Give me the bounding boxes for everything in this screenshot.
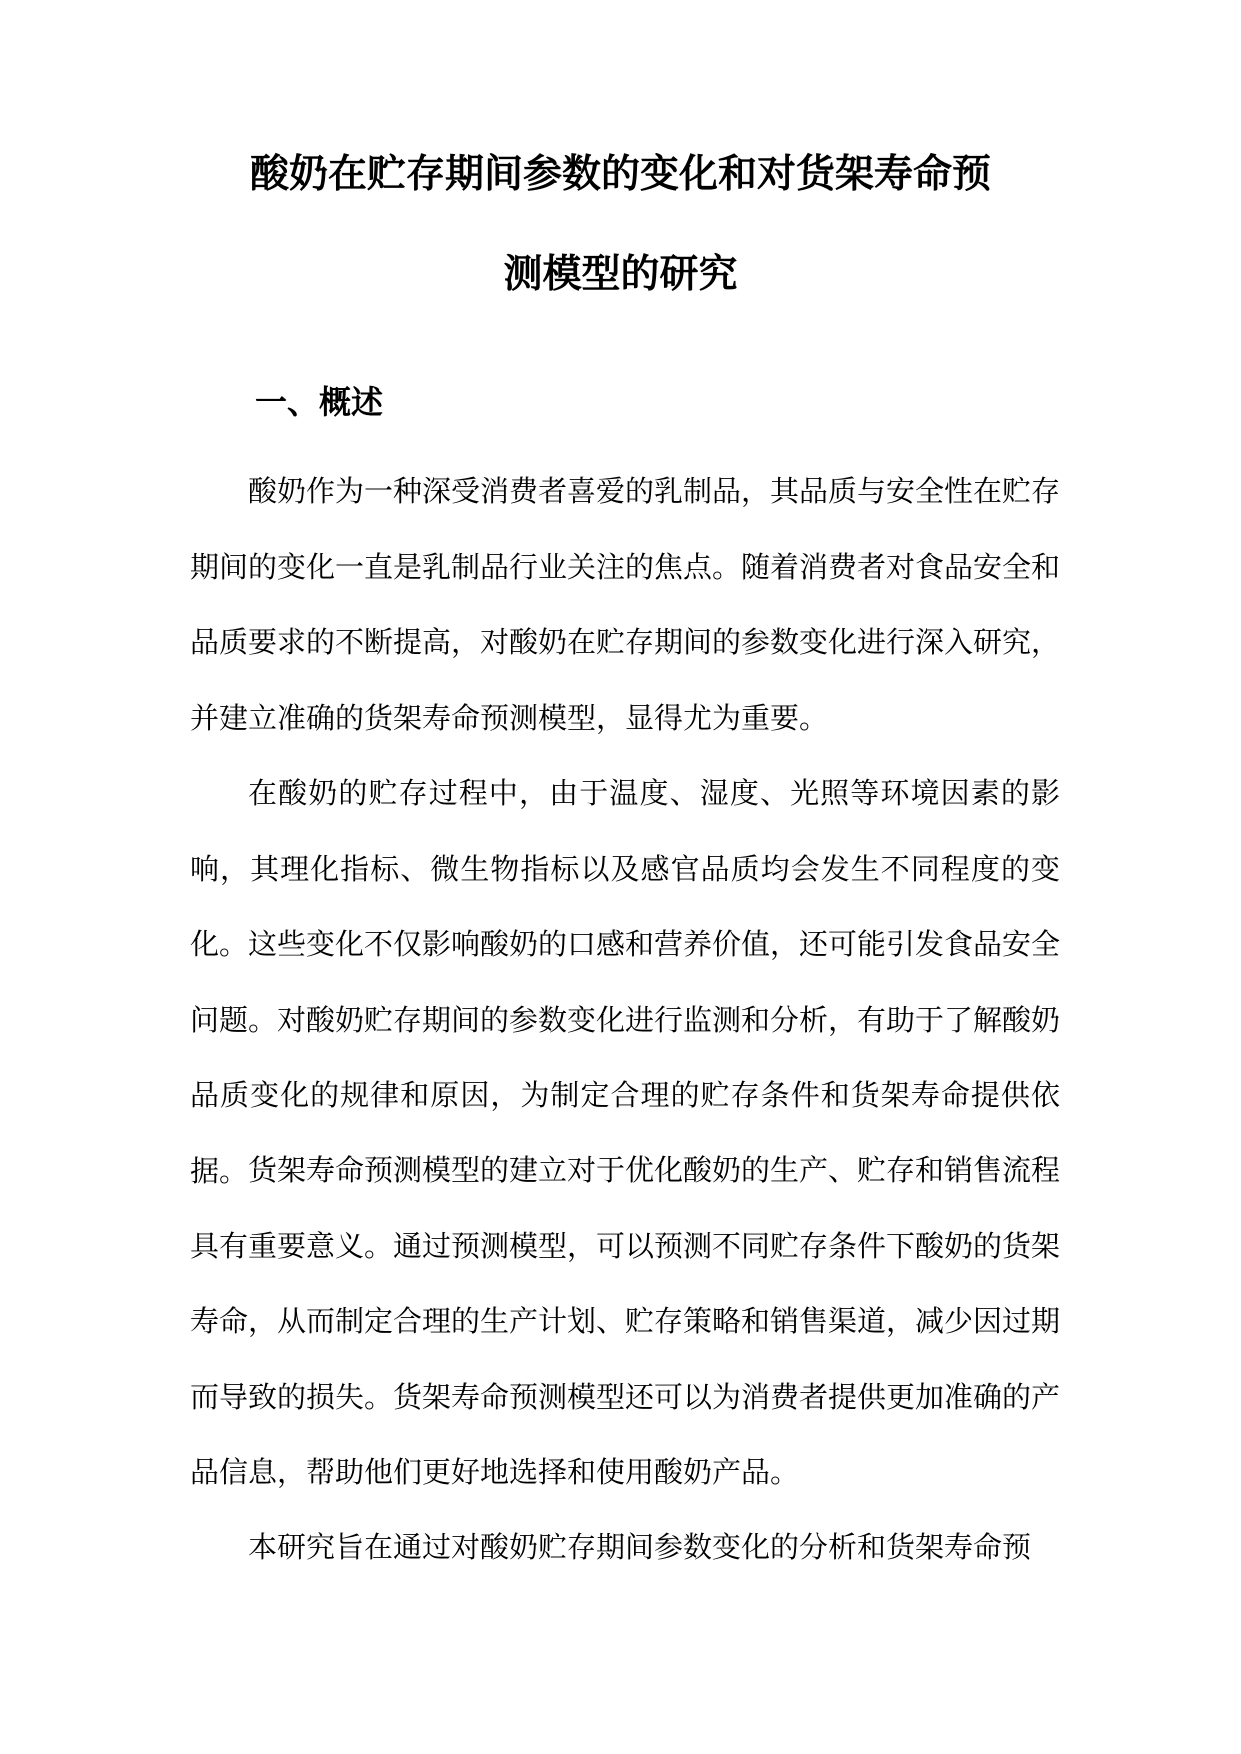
paragraph-4: 本研究旨在通过对酸奶贮存期间参数变化的分析和货架寿命预: [248, 1530, 1032, 1564]
paragraph-1: 酸奶作为一种深受消费者喜爱的乳制品，其品质与安全性在贮存期间的变化一直是乳制品行业关注的焦点。随着消费者对食品安全和品质要求的不断提高，对酸奶在贮存期间的参数变化进行深入研究，并建立准确的货架寿命预测模型，显得尤为重要。: [190, 474, 1061, 735]
document-title-line-2: 测模型的研究: [503, 251, 738, 297]
section-heading: 一、概述: [255, 383, 384, 421]
document-title-line-1: 酸奶在贮存期间参数的变化和对货架寿命预: [249, 151, 991, 197]
paragraph-3: 货架寿命预测模型的建立对于优化酸奶的生产、贮存和销售流程具有重要意义。通过预测模型，可以预测不同贮存条件下酸奶的货架寿命，从而制定合理的生产计划、贮存策略和销售渠道，减少因过期而导致的损失。货架寿命预测模型还可以为消费者提供更加准确的产品信息，帮助他们更好地选择和使用酸奶产品。: [190, 1153, 1061, 1489]
paragraph-2: 在酸奶的贮存过程中，由于温度、湿度、光照等环境因素的影响，其理化指标、微生物指标以及感官品质均会发生不同程度的变化。这些变化不仅影响酸奶的口感和营养价值，还可能引发食品安全问题。对酸奶贮存期间的参数变化进行监测和分析，有助于了解酸奶品质变化的规律和原因，为制定合理的贮存条件和货架寿命提供依据。: [190, 776, 1061, 1188]
